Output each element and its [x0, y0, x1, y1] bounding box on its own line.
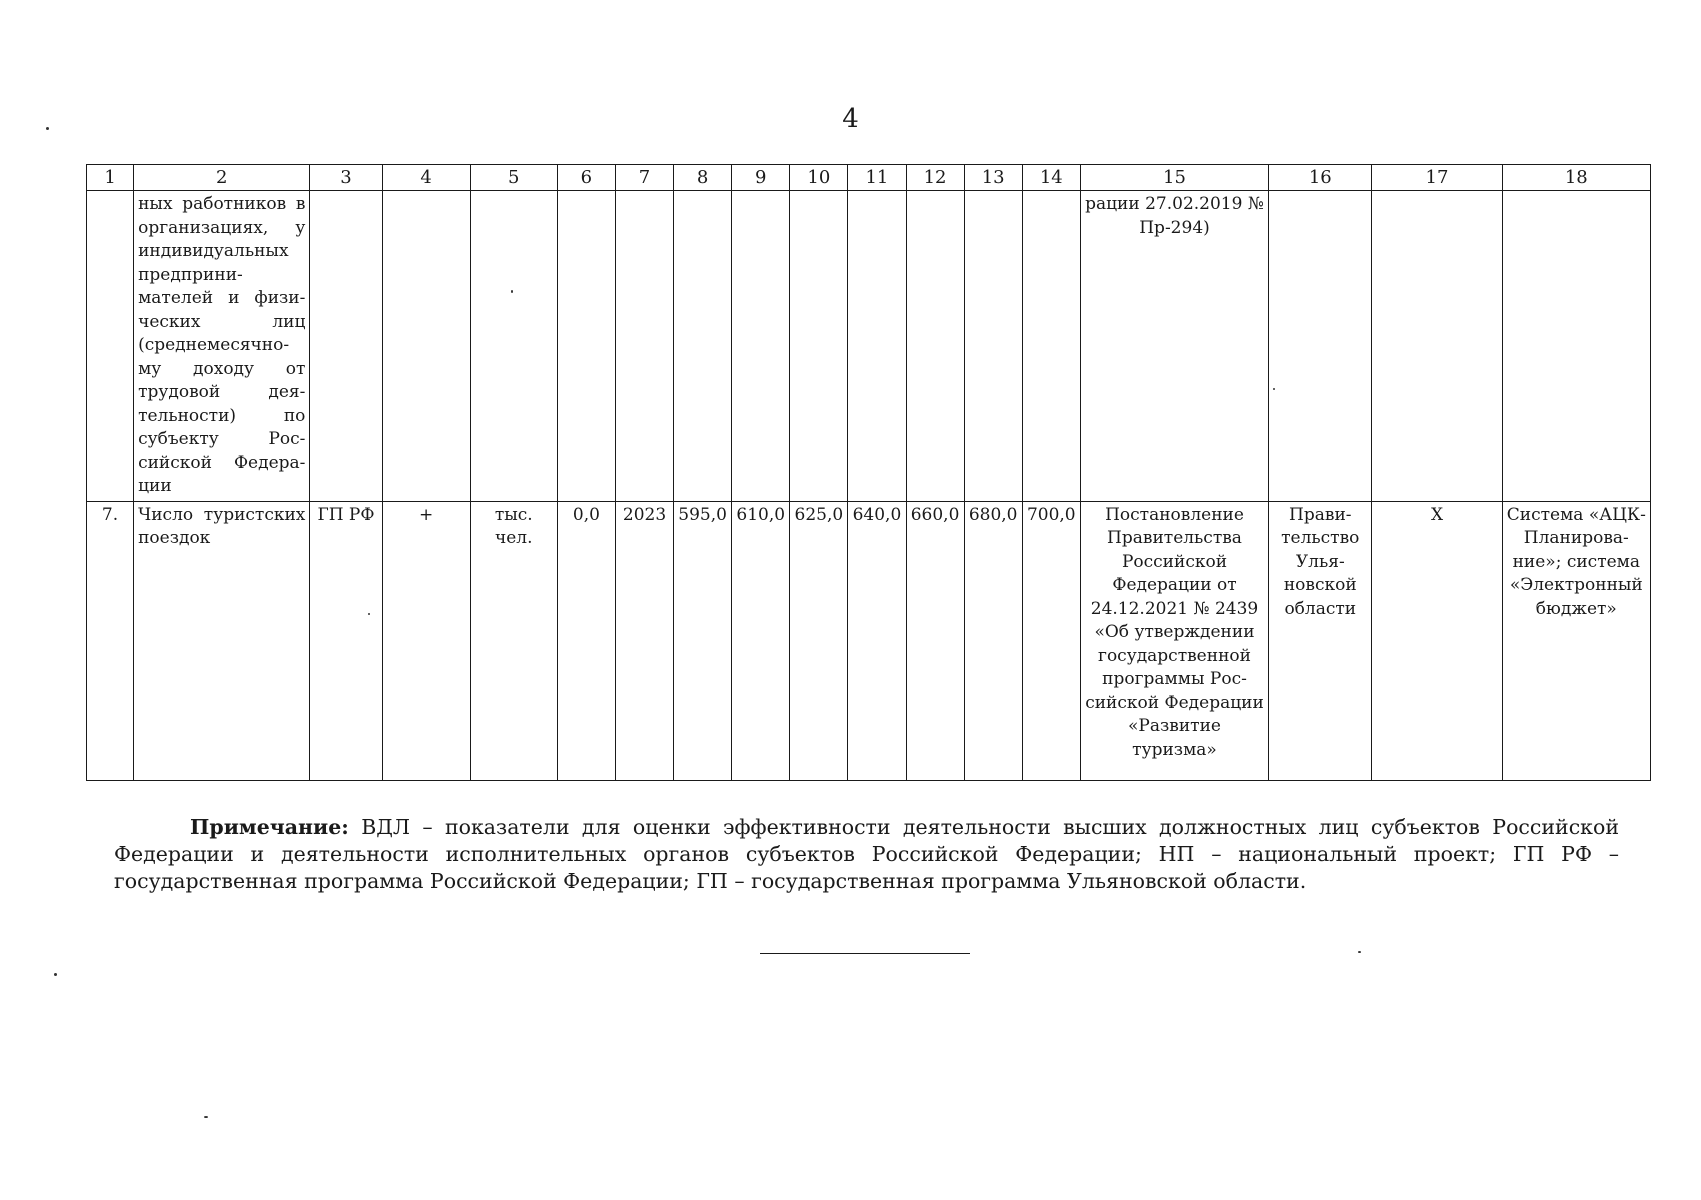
table-cell: [615, 191, 673, 502]
column-header: 16: [1269, 165, 1372, 191]
scan-speck: [1358, 951, 1361, 953]
table-cell: [1022, 191, 1080, 502]
responsible-body: Правительство Ульяновской области: [1269, 501, 1372, 780]
target-value: 640,0: [848, 501, 906, 780]
table-cell: [470, 191, 557, 502]
table-cell: [732, 191, 790, 502]
base-year: 2023: [615, 501, 673, 780]
footnote-text: ВДЛ – показатели для оценки эффективности деятельности высших должностных лиц субъектов Российской Федерации и деятельности исполнительных органов субъектов Российской Федерации; НП – национальный проект; ГП РФ – государственная программа Российской Федерации; ГП – государственная программа Ульяновской области.: [114, 815, 1619, 893]
footnote-label: Примечание:: [190, 815, 349, 839]
table-cell: [674, 191, 732, 502]
table-cell: [1269, 191, 1372, 502]
table-header-row: [87, 165, 1651, 191]
table-cell: [1372, 191, 1502, 502]
table-row: [87, 501, 1651, 780]
target-value: 625,0: [790, 501, 848, 780]
column-header: 9: [732, 165, 790, 191]
indicator-name: Число туристских поездок: [134, 501, 310, 780]
page-number: 4: [842, 104, 859, 134]
column-header: 3: [310, 165, 382, 191]
target-value: 595,0: [674, 501, 732, 780]
scan-speck: [1273, 388, 1275, 390]
table-cell: [557, 191, 615, 502]
footnote: [114, 814, 1619, 895]
information-system: Система «АЦК-Планирование»; система «Электронный бюджет»: [1502, 501, 1650, 780]
column-header: 5: [470, 165, 557, 191]
column-header: 2: [134, 165, 310, 191]
column-header: 17: [1372, 165, 1502, 191]
column-header: 14: [1022, 165, 1080, 191]
target-value: 700,0: [1022, 501, 1080, 780]
column-header: 4: [382, 165, 470, 191]
target-value: 680,0: [964, 501, 1022, 780]
table-cell: [310, 191, 382, 502]
base-value: 0,0: [557, 501, 615, 780]
trend-sign: +: [382, 501, 470, 780]
unit-of-measure: тыс. чел.: [470, 501, 557, 780]
column-header: 11: [848, 165, 906, 191]
target-value: 610,0: [732, 501, 790, 780]
closing-rule: [760, 953, 970, 954]
indicators-table: [86, 164, 1651, 781]
scan-speck: [54, 973, 57, 976]
table-row-continuation: [87, 191, 1651, 502]
table-cell: [848, 191, 906, 502]
program-type: ГП РФ: [310, 501, 382, 780]
column-header: 7: [615, 165, 673, 191]
document-continuation: рации 27.02.2019 № Пр-294): [1080, 191, 1268, 502]
scan-speck: [204, 1116, 208, 1118]
indicator-name-continuation: ных работников в организациях, у индивидуальных предпринимателей и физических лиц (среднемесячному доходу от трудовой деятельности) по субъекту Российской Федерации: [134, 191, 310, 502]
column-header: 12: [906, 165, 964, 191]
target-value: 660,0: [906, 501, 964, 780]
table-cell: [790, 191, 848, 502]
row-number: 7.: [87, 501, 134, 780]
column-header: 15: [1080, 165, 1268, 191]
source-document: Постановление Правительства Российской Федерации от 24.12.2021 № 2439 «Об утверждении государственной программы Российской Федерации «Развитие туризма»: [1080, 501, 1268, 780]
scan-speck: [511, 290, 513, 293]
table-cell: [382, 191, 470, 502]
table-cell: [964, 191, 1022, 502]
column-header: 1: [87, 165, 134, 191]
table-cell: [1502, 191, 1650, 502]
column-17-value: X: [1372, 501, 1502, 780]
column-header: 13: [964, 165, 1022, 191]
column-header: 8: [674, 165, 732, 191]
scan-speck: [368, 613, 370, 615]
column-header: 10: [790, 165, 848, 191]
column-header: 18: [1502, 165, 1650, 191]
column-header: 6: [557, 165, 615, 191]
scan-speck: [46, 127, 49, 130]
table-cell: [906, 191, 964, 502]
table-cell: [87, 191, 134, 502]
